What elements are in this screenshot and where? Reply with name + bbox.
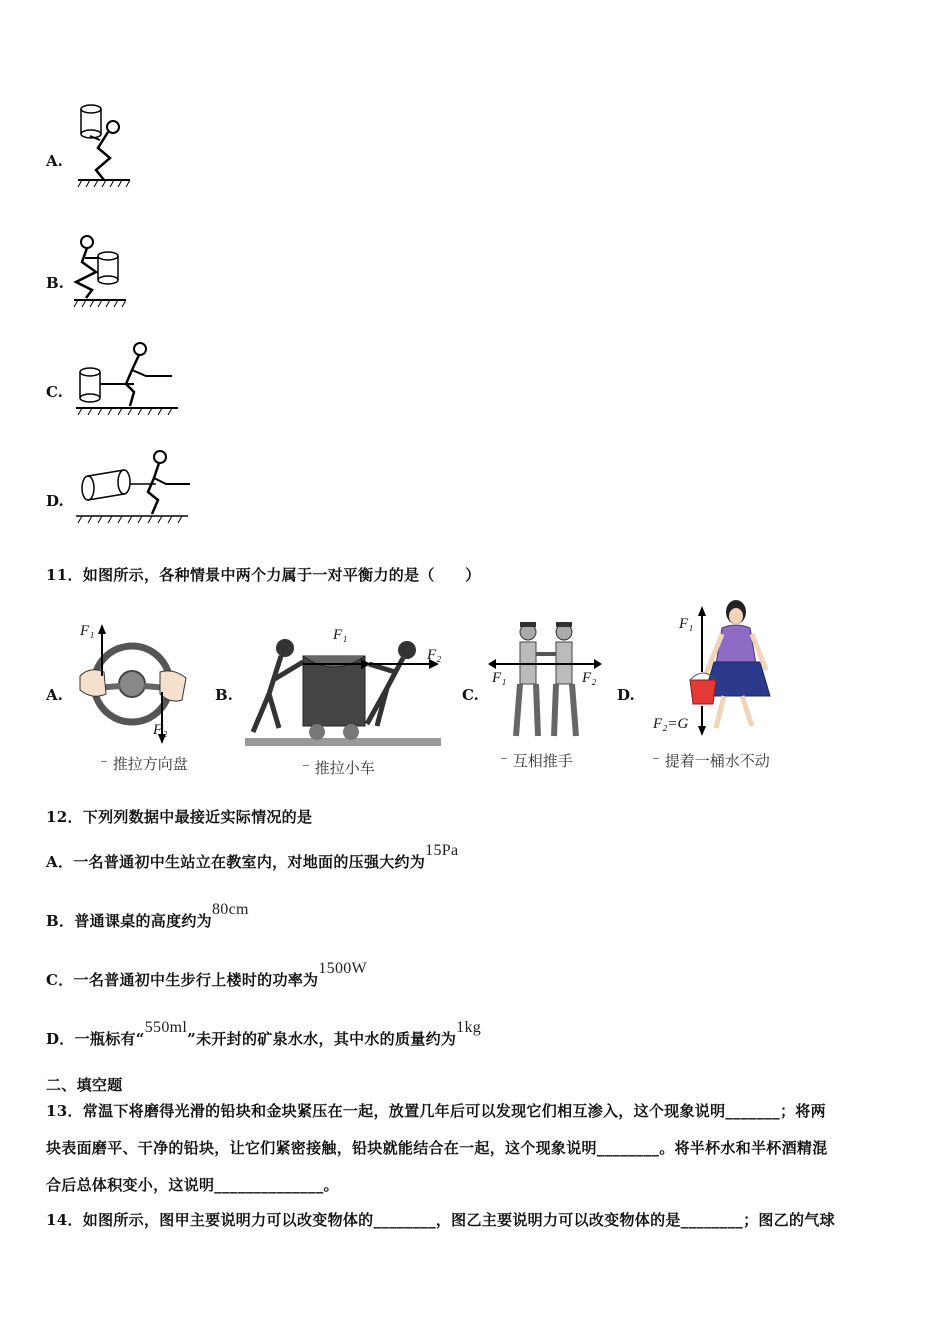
q11-a-f2-label: F₂ (153, 722, 168, 738)
q11-option-d-label: D. (617, 686, 635, 704)
q12-option-c-text: C．一名普通初中生步行上楼时的功率为 (46, 971, 319, 989)
option-c-figure (74, 340, 184, 420)
q14-line-1: 14．如图所示，图甲主要说明力可以改变物体的________，图乙主要说明力可以改变物体的是________；图乙的气球 (46, 1211, 835, 1229)
option-c-label: C. (46, 383, 63, 401)
q12-option-d-value-a: 550ml (144, 1019, 188, 1036)
q11-d-f1-label: F₁ (679, 616, 694, 632)
q12-option-a-text: A．一名普通初中生站立在教室内，对地面的压强大约为 (46, 853, 426, 871)
q11-c-f2-label: F₂ (582, 670, 597, 686)
q11-b-caption-text: 推拉小车 (314, 759, 375, 777)
option-a-label: A. (46, 152, 63, 170)
q11-d-caption: ⁻ 提着一桶水不动 (652, 752, 770, 770)
q12-option-d-text-b: ”未开封的矿泉水水，其中水的质量约为 (187, 1030, 457, 1048)
q11-c-caption-text: 互相推手 (512, 752, 573, 770)
option-b-label: B. (46, 274, 64, 292)
q13-line-2: 块表面磨平、干净的铅块，让它们紧密接触，铅块就能结合在一起，这个现象说明________。将半杯水和半杯酒精混 (46, 1139, 828, 1157)
q11-a-f1-label: F₁ (80, 623, 95, 639)
question-11-text: 11．如图所示，各种情景中两个力属于一对平衡力的是（ ） (46, 566, 481, 584)
q13-line-1: 13．常温下将磨得光滑的铅块和金块紧压在一起，放置几年后可以发现它们相互渗入，这个现象说明_______；将两 (46, 1102, 826, 1120)
option-b-figure (72, 234, 132, 314)
q11-b-f2-label: F₂ (427, 647, 442, 663)
q12-option-a-value: 15Pa (425, 842, 459, 859)
option-a-figure (74, 100, 134, 195)
q11-a-caption: ⁻ 推拉方向盘 (100, 755, 188, 773)
push-pull-cart-figure (243, 628, 443, 748)
option-d-label: D. (46, 492, 64, 510)
q11-c-f1-label: F₁ (492, 670, 507, 686)
q12-option-b (46, 901, 249, 931)
q11-option-c-label: C. (462, 686, 479, 704)
q13-line-3: 合后总体积变小，这说明______________。 (46, 1176, 339, 1194)
q11-d-caption-text: 提着一桶水不动 (664, 752, 770, 770)
q11-b-f1-label: F₁ (333, 627, 348, 643)
q12-option-d-value-b: 1kg (456, 1019, 482, 1036)
q11-b-caption: ⁻ 推拉小车 (302, 759, 375, 777)
q11-option-a-label: A. (46, 686, 63, 704)
question-12-text: 12．下列列数据中最接近实际情况的是 (46, 808, 313, 826)
q11-option-b-label: B. (215, 686, 233, 704)
q11-c-caption: ⁻ 互相推手 (500, 752, 573, 770)
q12-option-c (46, 960, 367, 990)
q12-option-b-value: 80cm (211, 901, 249, 918)
q12-option-d (46, 1019, 482, 1049)
option-d-figure (74, 448, 194, 528)
q11-a-caption-text: 推拉方向盘 (112, 755, 188, 773)
q12-option-b-text: B．普通课桌的高度约为 (46, 912, 212, 930)
carry-bucket-figure (680, 598, 780, 738)
section-2-title: 二、填空题 (46, 1076, 123, 1094)
q12-option-a (46, 842, 459, 872)
q11-d-f2-label: F₂=G (653, 716, 689, 732)
q12-option-c-value: 1500W (318, 960, 367, 977)
q12-option-d-text-a: D．一瓶标有“ (46, 1030, 145, 1048)
